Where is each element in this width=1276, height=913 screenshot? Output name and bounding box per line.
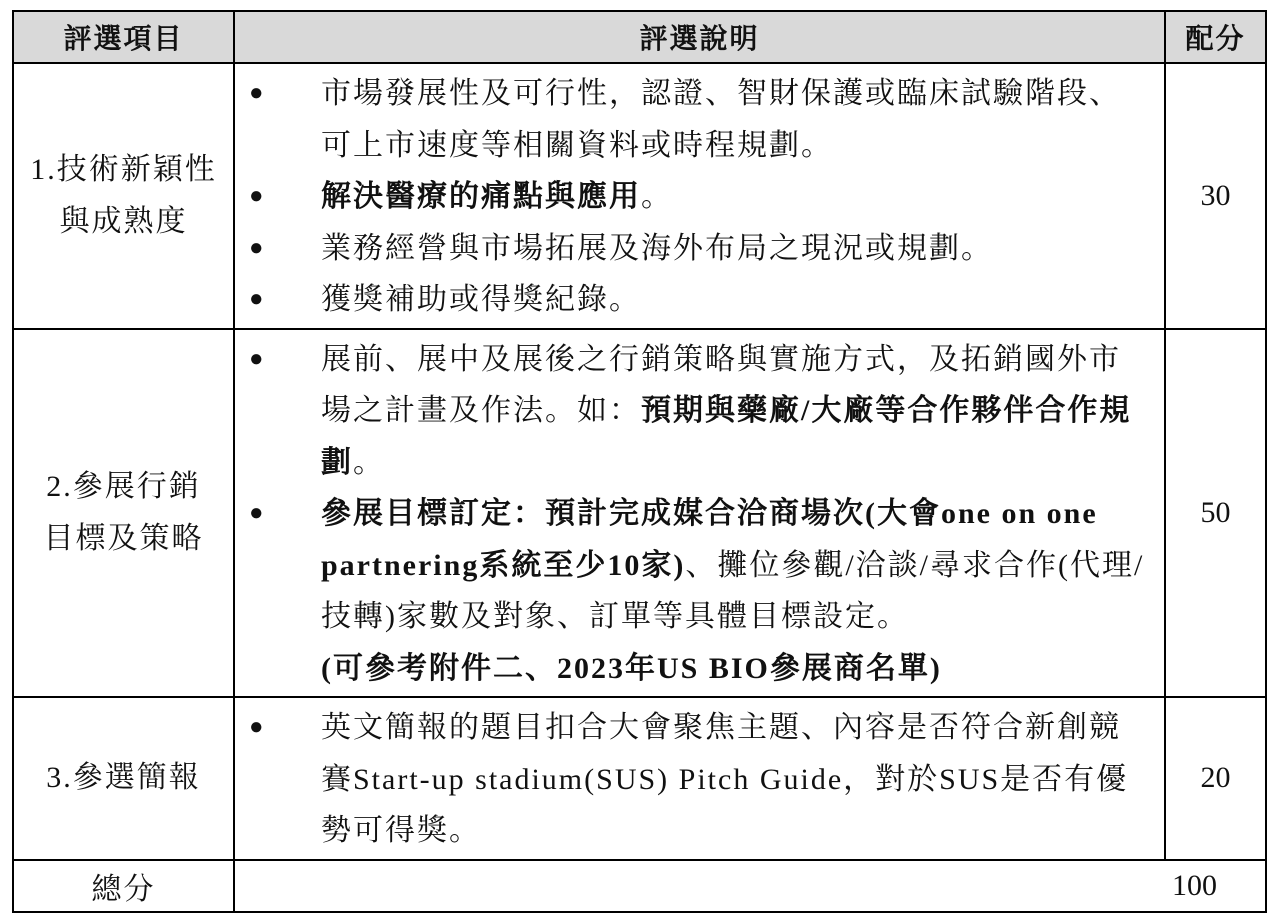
score-cell: 50 bbox=[1165, 329, 1266, 698]
description-cell bbox=[234, 329, 1165, 698]
list-item: ● 參展目標訂定：預計完成媒合洽商場次(大會one on one partnering系統至少10家)、攤位參觀/洽談/尋求合作(代理/技轉)家數及對象、訂單等具體目標設定。 (可參考附件二、2023年US BIO參展商名單) bbox=[235, 488, 1148, 694]
category-line: 目標及策略 bbox=[43, 521, 204, 555]
score-cell: 20 bbox=[1165, 697, 1266, 860]
table-row bbox=[13, 329, 1266, 698]
list-item: ● 業務經營與市場拓展及海外布局之現況或規劃。 bbox=[235, 223, 1148, 275]
list-item: ● 獲獎補助或得獎紀錄。 bbox=[235, 274, 1148, 326]
list-item: ● 解決醫療的痛點與應用。 bbox=[235, 171, 1148, 223]
table-row bbox=[13, 697, 1266, 860]
bullet-icon: ● bbox=[249, 500, 266, 526]
list-item: ● 英文簡報的題目扣合大會聚焦主題、內容是否符合新創競賽Start-up stadium(SUS) Pitch Guide，對於SUS是否有優勢可得獎。 bbox=[235, 702, 1148, 857]
total-row bbox=[13, 860, 1266, 912]
description-cell bbox=[234, 63, 1165, 329]
score-cell: 30 bbox=[1165, 63, 1266, 329]
list-item: ● 市場發展性及可行性，認證、智財保護或臨床試驗階段、可上市速度等相關資料或時程規劃。 bbox=[235, 68, 1148, 171]
bullet-icon: ● bbox=[249, 234, 266, 261]
total-value: 100 bbox=[234, 860, 1266, 912]
bullet-icon: ● bbox=[249, 345, 266, 372]
category-cell: 3.參選簡報 bbox=[13, 697, 234, 860]
bullet-icon: ● bbox=[249, 80, 266, 106]
list-item: ● 展前、展中及展後之行銷策略與實施方式，及拓銷國外市場之計畫及作法。如：預期與藥廠/大廠等合作夥伴合作規劃。 bbox=[235, 334, 1148, 489]
bullet-icon: ● bbox=[249, 183, 266, 209]
header-item: 評選項目 bbox=[13, 11, 234, 63]
table-header-row bbox=[13, 11, 1266, 63]
bullet-icon: ● bbox=[249, 714, 266, 740]
header-score: 配分 bbox=[1165, 11, 1266, 63]
category-cell bbox=[13, 329, 234, 698]
description-cell bbox=[234, 697, 1165, 860]
bullet-icon: ● bbox=[249, 286, 266, 312]
total-label: 總分 bbox=[13, 860, 234, 912]
category-line: 2.參展行銷 bbox=[46, 469, 201, 503]
category-line: 1.技術新穎性 bbox=[30, 152, 217, 186]
header-description: 評選說明 bbox=[234, 11, 1165, 63]
category-line: 與成熟度 bbox=[59, 204, 188, 238]
scoring-table bbox=[12, 10, 1267, 913]
table-row bbox=[13, 63, 1266, 329]
category-cell bbox=[13, 63, 234, 329]
